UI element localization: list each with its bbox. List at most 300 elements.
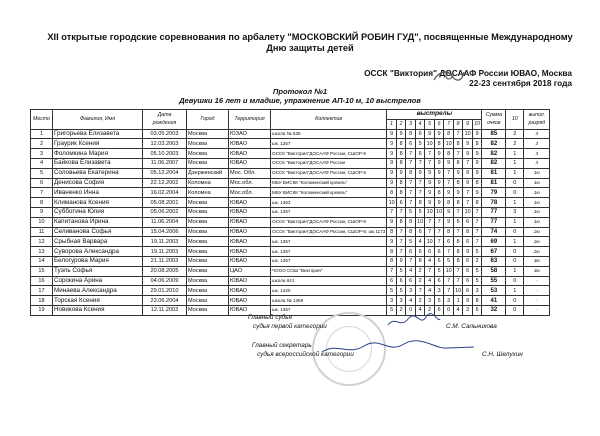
shot-cell: 7 bbox=[453, 207, 463, 217]
dob-cell: 11.06.2004 bbox=[143, 217, 187, 227]
sum-cell: 77 bbox=[482, 207, 506, 217]
shot-cell: 8 bbox=[444, 129, 454, 139]
rank-cell: 3 bbox=[524, 149, 550, 159]
shot-cell: 6 bbox=[415, 247, 425, 257]
team-cell: ОССК "Виктория"ДОСААФ России, СШОР-9 bbox=[271, 168, 387, 178]
shot-cell: 7 bbox=[472, 227, 482, 237]
team-cell: шк. 1363 bbox=[271, 198, 387, 208]
place-cell: 8 bbox=[31, 198, 53, 208]
shot-cell: 7 bbox=[444, 247, 454, 257]
shot-cell: 7 bbox=[425, 217, 435, 227]
shot-cell: 9 bbox=[425, 178, 435, 188]
tens-cell: 0 bbox=[506, 276, 524, 286]
name-cell: Минаева Александра bbox=[53, 286, 143, 296]
shot-cell: 8 bbox=[406, 168, 416, 178]
results-body bbox=[31, 129, 550, 315]
sum-cell: 32 bbox=[482, 305, 506, 315]
place-cell: 19 bbox=[31, 305, 53, 315]
shot-cell: 9 bbox=[396, 129, 406, 139]
chief-secretary-category: судья всероссийской категории bbox=[257, 351, 354, 358]
name-cell: Климанова Ксения bbox=[53, 198, 143, 208]
table-row bbox=[31, 207, 550, 217]
table-row bbox=[31, 129, 550, 139]
dob-cell: 05.06.2002 bbox=[143, 207, 187, 217]
shot-cell: 7 bbox=[444, 168, 454, 178]
shot-cell: 3 bbox=[425, 296, 435, 306]
shot-cell: 4 bbox=[425, 256, 435, 266]
city-cell: Москва bbox=[187, 286, 229, 296]
shot-cell: 8 bbox=[444, 149, 454, 159]
shot-cell: 8 bbox=[396, 178, 406, 188]
shot-cell: 9 bbox=[472, 168, 482, 178]
shot-cell: 9 bbox=[434, 198, 444, 208]
place-cell: 6 bbox=[31, 178, 53, 188]
rank-cell: 3 bbox=[524, 139, 550, 149]
name-cell: Селиванова Софья bbox=[53, 227, 143, 237]
name-cell: Капитанова Ирина bbox=[53, 217, 143, 227]
shot-cell: 9 bbox=[453, 188, 463, 198]
shot-cell: 5 bbox=[415, 139, 425, 149]
title-line-2: Дню защиты детей bbox=[266, 43, 354, 53]
shot-cell: 7 bbox=[453, 149, 463, 159]
shot-number: 2 bbox=[396, 119, 406, 129]
rank-cell: 3 bbox=[524, 129, 550, 139]
protocol-number: Протокол №1 bbox=[272, 87, 328, 96]
shot-cell: 7 bbox=[396, 237, 406, 247]
dob-cell: 19.11.2003 bbox=[143, 247, 187, 257]
shot-cell: 5 bbox=[472, 266, 482, 276]
signature-secretary-icon bbox=[318, 338, 478, 360]
sum-cell: 74 bbox=[482, 227, 506, 237]
city-cell: Москва bbox=[187, 266, 229, 276]
rank-cell: - bbox=[524, 305, 550, 315]
shot-cell: 5 bbox=[396, 286, 406, 296]
shot-cell: 9 bbox=[387, 129, 397, 139]
shot-cell: 8 bbox=[387, 256, 397, 266]
territory-cell: ЮВАО bbox=[229, 149, 271, 159]
table-row bbox=[31, 276, 550, 286]
shot-cell: 7 bbox=[472, 237, 482, 247]
rank-cell: 2ю bbox=[524, 237, 550, 247]
shot-cell: 10 bbox=[417, 219, 424, 226]
table-row bbox=[31, 198, 550, 208]
shot-cell: 7 bbox=[415, 158, 425, 168]
organizer-block bbox=[364, 68, 572, 88]
shot-cell: 8 bbox=[453, 139, 463, 149]
name-cell: Субботина Юлия bbox=[53, 207, 143, 217]
shot-cell: 4 bbox=[425, 286, 435, 296]
city-cell: Москва bbox=[187, 207, 229, 217]
shot-cell: 4 bbox=[425, 276, 435, 286]
city-cell: Коломна bbox=[187, 188, 229, 198]
shot-cell: 7 bbox=[472, 207, 482, 217]
shot-cell: 7 bbox=[453, 276, 463, 286]
tens-cell: 0 bbox=[506, 305, 524, 315]
city-cell: Москва bbox=[187, 158, 229, 168]
shot-cell: 9 bbox=[463, 139, 473, 149]
shot-cell: 7 bbox=[444, 178, 454, 188]
shot-number: 4 bbox=[415, 119, 425, 129]
shot-cell: 6 bbox=[415, 129, 425, 139]
shot-cell: 10 bbox=[426, 209, 433, 216]
territory-cell: ЮВАО bbox=[229, 296, 271, 306]
shot-cell: 9 bbox=[387, 139, 397, 149]
shot-cell: 9 bbox=[425, 188, 435, 198]
shot-cell: 9 bbox=[387, 237, 397, 247]
territory-cell: ЮВАО bbox=[229, 217, 271, 227]
name-cell: Торская Ксения bbox=[53, 296, 143, 306]
shot-cell: 8 bbox=[472, 198, 482, 208]
shot-cell: 9 bbox=[472, 129, 482, 139]
shot-cell: 7 bbox=[444, 286, 454, 296]
shot-cell: 7 bbox=[396, 247, 406, 257]
shot-cell: 7 bbox=[406, 256, 416, 266]
shot-cell: 8 bbox=[453, 178, 463, 188]
shot-cell: 8 bbox=[434, 139, 444, 149]
shot-cell: 9 bbox=[444, 158, 454, 168]
tens-cell: 3 bbox=[506, 207, 524, 217]
tens-cell: 2 bbox=[506, 129, 524, 139]
shot-cell: 7 bbox=[415, 188, 425, 198]
shot-cell: 7 bbox=[425, 266, 435, 276]
shot-cell: 8 bbox=[472, 139, 482, 149]
shot-cell: 9 bbox=[387, 217, 397, 227]
table-row bbox=[31, 149, 550, 159]
shot-cell: 6 bbox=[415, 227, 425, 237]
shot-cell: 10 bbox=[445, 268, 452, 275]
rank-cell: 1ю bbox=[524, 207, 550, 217]
shot-cell: 5 bbox=[472, 247, 482, 257]
shot-cell: 4 bbox=[415, 237, 425, 247]
shot-cell: 9 bbox=[453, 168, 463, 178]
shot-cell: 8 bbox=[387, 247, 397, 257]
shot-cell: 3 bbox=[406, 286, 416, 296]
col-shots: выстрелы bbox=[387, 110, 482, 120]
name-cell: Срыбная Варвара bbox=[53, 237, 143, 247]
tens-cell: 0 bbox=[506, 227, 524, 237]
shot-cell: 8 bbox=[453, 237, 463, 247]
shot-cell: 9 bbox=[472, 188, 482, 198]
shot-cell: 5 bbox=[444, 256, 454, 266]
shot-cell: 7 bbox=[463, 188, 473, 198]
sum-cell: 82 bbox=[482, 158, 506, 168]
shot-cell: 8 bbox=[406, 227, 416, 237]
date-line: 22-23 сентября 2018 года bbox=[469, 78, 572, 88]
sum-cell: 82 bbox=[482, 139, 506, 149]
table-row bbox=[31, 217, 550, 227]
sum-cell: 81 bbox=[482, 168, 506, 178]
city-cell: Москва bbox=[187, 276, 229, 286]
shot-cell: 1 bbox=[453, 296, 463, 306]
tens-cell: 1 bbox=[506, 168, 524, 178]
name-cell: Суворова Александра bbox=[53, 247, 143, 257]
dob-cell: 05.08.2001 bbox=[143, 198, 187, 208]
territory-cell: ЦАО bbox=[229, 266, 271, 276]
chief-judge-name: С.М. Сальникова bbox=[446, 323, 497, 330]
sum-cell: 77 bbox=[482, 217, 506, 227]
shot-cell: 9 bbox=[463, 168, 473, 178]
chief-judge-title: Главный судья bbox=[248, 314, 292, 321]
tens-cell: 2 bbox=[506, 139, 524, 149]
shot-cell: 7 bbox=[463, 198, 473, 208]
territory-cell: ЮВАО bbox=[229, 237, 271, 247]
sum-cell: 53 bbox=[482, 286, 506, 296]
sum-cell: 55 bbox=[482, 276, 506, 286]
shot-cell: 6 bbox=[434, 276, 444, 286]
name-cell: Фоломкина Мария bbox=[53, 149, 143, 159]
territory-cell: ЮВАО bbox=[229, 207, 271, 217]
shot-cell: 7 bbox=[434, 227, 444, 237]
table-row bbox=[31, 237, 550, 247]
shot-number: 9 bbox=[463, 119, 473, 129]
sum-cell: 69 bbox=[482, 237, 506, 247]
shot-number: 1 bbox=[387, 119, 397, 129]
shot-cell: 5 bbox=[406, 237, 416, 247]
shot-cell: 8 bbox=[444, 198, 454, 208]
shot-cell: 8 bbox=[387, 227, 397, 237]
city-cell: Москва bbox=[187, 237, 229, 247]
city-cell: Москва bbox=[187, 227, 229, 237]
table-row bbox=[31, 286, 550, 296]
place-cell: 7 bbox=[31, 188, 53, 198]
tens-cell: 0 bbox=[506, 256, 524, 266]
place-cell: 12 bbox=[31, 237, 53, 247]
territory-cell: ЮВАО bbox=[229, 227, 271, 237]
shot-cell: 8 bbox=[463, 227, 473, 237]
city-cell: Москва bbox=[187, 247, 229, 257]
header-row-1 bbox=[31, 110, 550, 120]
shot-cell: 9 bbox=[387, 158, 397, 168]
team-cell: шк. 1357 bbox=[271, 139, 387, 149]
shot-cell: 6 bbox=[387, 276, 397, 286]
sum-cell: 81 bbox=[482, 178, 506, 188]
shot-cell: 9 bbox=[444, 207, 454, 217]
competition-title bbox=[30, 32, 590, 54]
shot-cell: 9 bbox=[396, 256, 406, 266]
tens-cell: 1 bbox=[506, 198, 524, 208]
rank-cell: - bbox=[524, 276, 550, 286]
tens-cell: 1 bbox=[506, 266, 524, 276]
tens-cell: 1 bbox=[506, 158, 524, 168]
shot-cell: 2 bbox=[425, 305, 435, 315]
shot-cell: 0 bbox=[444, 305, 454, 315]
city-cell: Дзержинский bbox=[187, 168, 229, 178]
shot-cell: 9 bbox=[444, 188, 454, 198]
sum-cell: 41 bbox=[482, 296, 506, 306]
city-cell: Москва bbox=[187, 149, 229, 159]
rank-cell: 3 bbox=[524, 158, 550, 168]
tens-cell: 0 bbox=[506, 178, 524, 188]
dob-cell: 21.11.2003 bbox=[143, 256, 187, 266]
shot-cell: 4 bbox=[453, 305, 463, 315]
shot-cell: 8 bbox=[406, 217, 416, 227]
shot-cell: 8 bbox=[396, 217, 406, 227]
shot-cell: 10 bbox=[436, 209, 443, 216]
dob-cell: 04.06.2009 bbox=[143, 276, 187, 286]
team-cell: школа № 538 bbox=[271, 129, 387, 139]
shot-cell: 7 bbox=[387, 207, 397, 217]
shot-cell: 7 bbox=[463, 158, 473, 168]
team-cell: шк. 1420 bbox=[271, 286, 387, 296]
shot-cell: 8 bbox=[396, 149, 406, 159]
tens-cell: 0 bbox=[506, 247, 524, 257]
shot-cell: 7 bbox=[396, 227, 406, 237]
shot-cell: 7 bbox=[425, 227, 435, 237]
name-cell: Новикова Ксения bbox=[53, 305, 143, 315]
shot-cell: 7 bbox=[434, 217, 444, 227]
shot-cell: 6 bbox=[463, 217, 473, 227]
shot-cell: 6 bbox=[463, 266, 473, 276]
shot-cell: 7 bbox=[406, 149, 416, 159]
shot-cell: 9 bbox=[425, 168, 435, 178]
shot-cell: 9 bbox=[434, 168, 444, 178]
shot-cell: 6 bbox=[463, 256, 473, 266]
shot-cell: 9 bbox=[434, 178, 444, 188]
protocol-header bbox=[0, 87, 600, 105]
team-cell: шк. 1357 bbox=[271, 305, 387, 315]
place-cell: 18 bbox=[31, 296, 53, 306]
table-row bbox=[31, 158, 550, 168]
shot-cell: 10 bbox=[388, 199, 395, 206]
shot-cell: 6 bbox=[434, 247, 444, 257]
shot-number: 5 bbox=[425, 119, 435, 129]
chief-secretary-title: Главный секретарь bbox=[252, 342, 312, 349]
shot-cell: 7 bbox=[453, 266, 463, 276]
shot-cell: 8 bbox=[406, 129, 416, 139]
shot-cell: 5 bbox=[387, 286, 397, 296]
name-cell: Туэль Софья bbox=[53, 266, 143, 276]
shot-cell: 10 bbox=[464, 209, 471, 216]
col-dob: Дата рождения bbox=[143, 110, 187, 130]
shot-cell: 6 bbox=[434, 256, 444, 266]
col-territory: Территория bbox=[229, 110, 271, 130]
col-name: Фамилия, Имя bbox=[53, 110, 143, 130]
rank-cell: 1ю bbox=[524, 188, 550, 198]
shot-cell: 8 bbox=[453, 158, 463, 168]
city-cell: Москва bbox=[187, 296, 229, 306]
shot-cell: 9 bbox=[387, 178, 397, 188]
table-row bbox=[31, 247, 550, 257]
sum-cell: 58 bbox=[482, 266, 506, 276]
organizer-line: ОССК "Виктория" ДОСААФ России ЮВАО, Москва bbox=[364, 68, 572, 78]
territory-cell: Мос.обл. bbox=[229, 188, 271, 198]
place-cell: 10 bbox=[31, 217, 53, 227]
col-place: Место bbox=[31, 110, 53, 130]
shot-cell: 9 bbox=[387, 149, 397, 159]
dob-cell: 29.01.2010 bbox=[143, 286, 187, 296]
shot-cell: 10 bbox=[464, 130, 471, 137]
territory-cell: ЮВАО bbox=[229, 276, 271, 286]
shot-cell: 7 bbox=[406, 158, 416, 168]
dob-cell: 12.11.2003 bbox=[143, 305, 187, 315]
territory-cell: ЮВАО bbox=[229, 158, 271, 168]
shot-cell: 6 bbox=[415, 149, 425, 159]
shot-cell: 8 bbox=[453, 247, 463, 257]
city-cell: Москва bbox=[187, 256, 229, 266]
place-cell: 4 bbox=[31, 158, 53, 168]
shot-cell: 6 bbox=[406, 139, 416, 149]
tens-cell: 0 bbox=[506, 188, 524, 198]
city-cell: Коломна bbox=[187, 178, 229, 188]
territory-cell: ЮВАО bbox=[229, 139, 271, 149]
dob-cell: 05.12.2004 bbox=[143, 168, 187, 178]
shot-cell: 9 bbox=[472, 158, 482, 168]
organizer-logo-icon bbox=[432, 68, 466, 84]
team-cell: шк. 1357 bbox=[271, 237, 387, 247]
city-cell: Москва bbox=[187, 129, 229, 139]
col-sum: Сумма очков bbox=[482, 110, 506, 130]
rank-cell: - bbox=[524, 286, 550, 296]
shot-cell: 9 bbox=[463, 178, 473, 188]
shot-cell: 4 bbox=[406, 296, 416, 306]
shot-cell: 9 bbox=[434, 129, 444, 139]
city-cell: Москва bbox=[187, 305, 229, 315]
shot-cell: 8 bbox=[472, 178, 482, 188]
table-row bbox=[31, 168, 550, 178]
shot-cell: 7 bbox=[415, 286, 425, 296]
shot-cell: 9 bbox=[463, 296, 473, 306]
shot-cell: 2 bbox=[415, 296, 425, 306]
territory-cell: ЮВАО bbox=[229, 198, 271, 208]
col-rank: выпол. разряд bbox=[524, 110, 550, 130]
team-cell: шк. 1357 bbox=[271, 247, 387, 257]
shot-number: 8 bbox=[453, 119, 463, 129]
name-cell: Соловьева Екатерина bbox=[53, 168, 143, 178]
table-row bbox=[31, 256, 550, 266]
signature-judge-icon bbox=[386, 313, 442, 331]
shot-cell: 5 bbox=[415, 207, 425, 217]
shot-cell: 9 bbox=[463, 149, 473, 159]
col-tens: 10 bbox=[506, 110, 524, 130]
shot-cell: 9 bbox=[444, 217, 454, 227]
shot-cell: 2 bbox=[415, 276, 425, 286]
shot-cell: 9 bbox=[434, 158, 444, 168]
tens-cell: 0 bbox=[506, 296, 524, 306]
rank-cell: 3ю bbox=[524, 266, 550, 276]
results-table bbox=[30, 109, 550, 316]
shot-cell: 7 bbox=[453, 227, 463, 237]
shot-cell: 9 bbox=[472, 149, 482, 159]
dob-cell: 11.06.2007 bbox=[143, 158, 187, 168]
shot-cell: 8 bbox=[415, 256, 425, 266]
shot-cell: 2 bbox=[415, 266, 425, 276]
city-cell: Москва bbox=[187, 139, 229, 149]
shot-cell: 7 bbox=[406, 188, 416, 198]
place-cell: 14 bbox=[31, 256, 53, 266]
shot-cell: 6 bbox=[453, 217, 463, 227]
city-cell: Москва bbox=[187, 217, 229, 227]
shot-cell: 9 bbox=[463, 247, 473, 257]
rank-cell: 1ю bbox=[524, 168, 550, 178]
shot-cell: 6 bbox=[396, 198, 406, 208]
shot-cell: 10 bbox=[455, 287, 462, 294]
shot-cell: 9 bbox=[434, 149, 444, 159]
dob-cell: 23.06.2004 bbox=[143, 296, 187, 306]
rank-cell: 2ю bbox=[524, 247, 550, 257]
name-cell: Белогурова Мария bbox=[53, 256, 143, 266]
protocol-subtitle: Девушки 16 лет и младше, упражнение АП-10 м, 10 выстрелов bbox=[179, 96, 421, 105]
shot-cell: 9 bbox=[425, 129, 435, 139]
shot-cell: 8 bbox=[387, 188, 397, 198]
place-cell: 9 bbox=[31, 207, 53, 217]
shot-cell: 8 bbox=[396, 139, 406, 149]
name-cell: Сорокина Арина bbox=[53, 276, 143, 286]
territory-cell: ЮВАО bbox=[229, 256, 271, 266]
shot-cell: 6 bbox=[472, 305, 482, 315]
tens-cell: 1 bbox=[506, 237, 524, 247]
shot-cell: 6 bbox=[444, 237, 454, 247]
sum-cell: 78 bbox=[482, 198, 506, 208]
